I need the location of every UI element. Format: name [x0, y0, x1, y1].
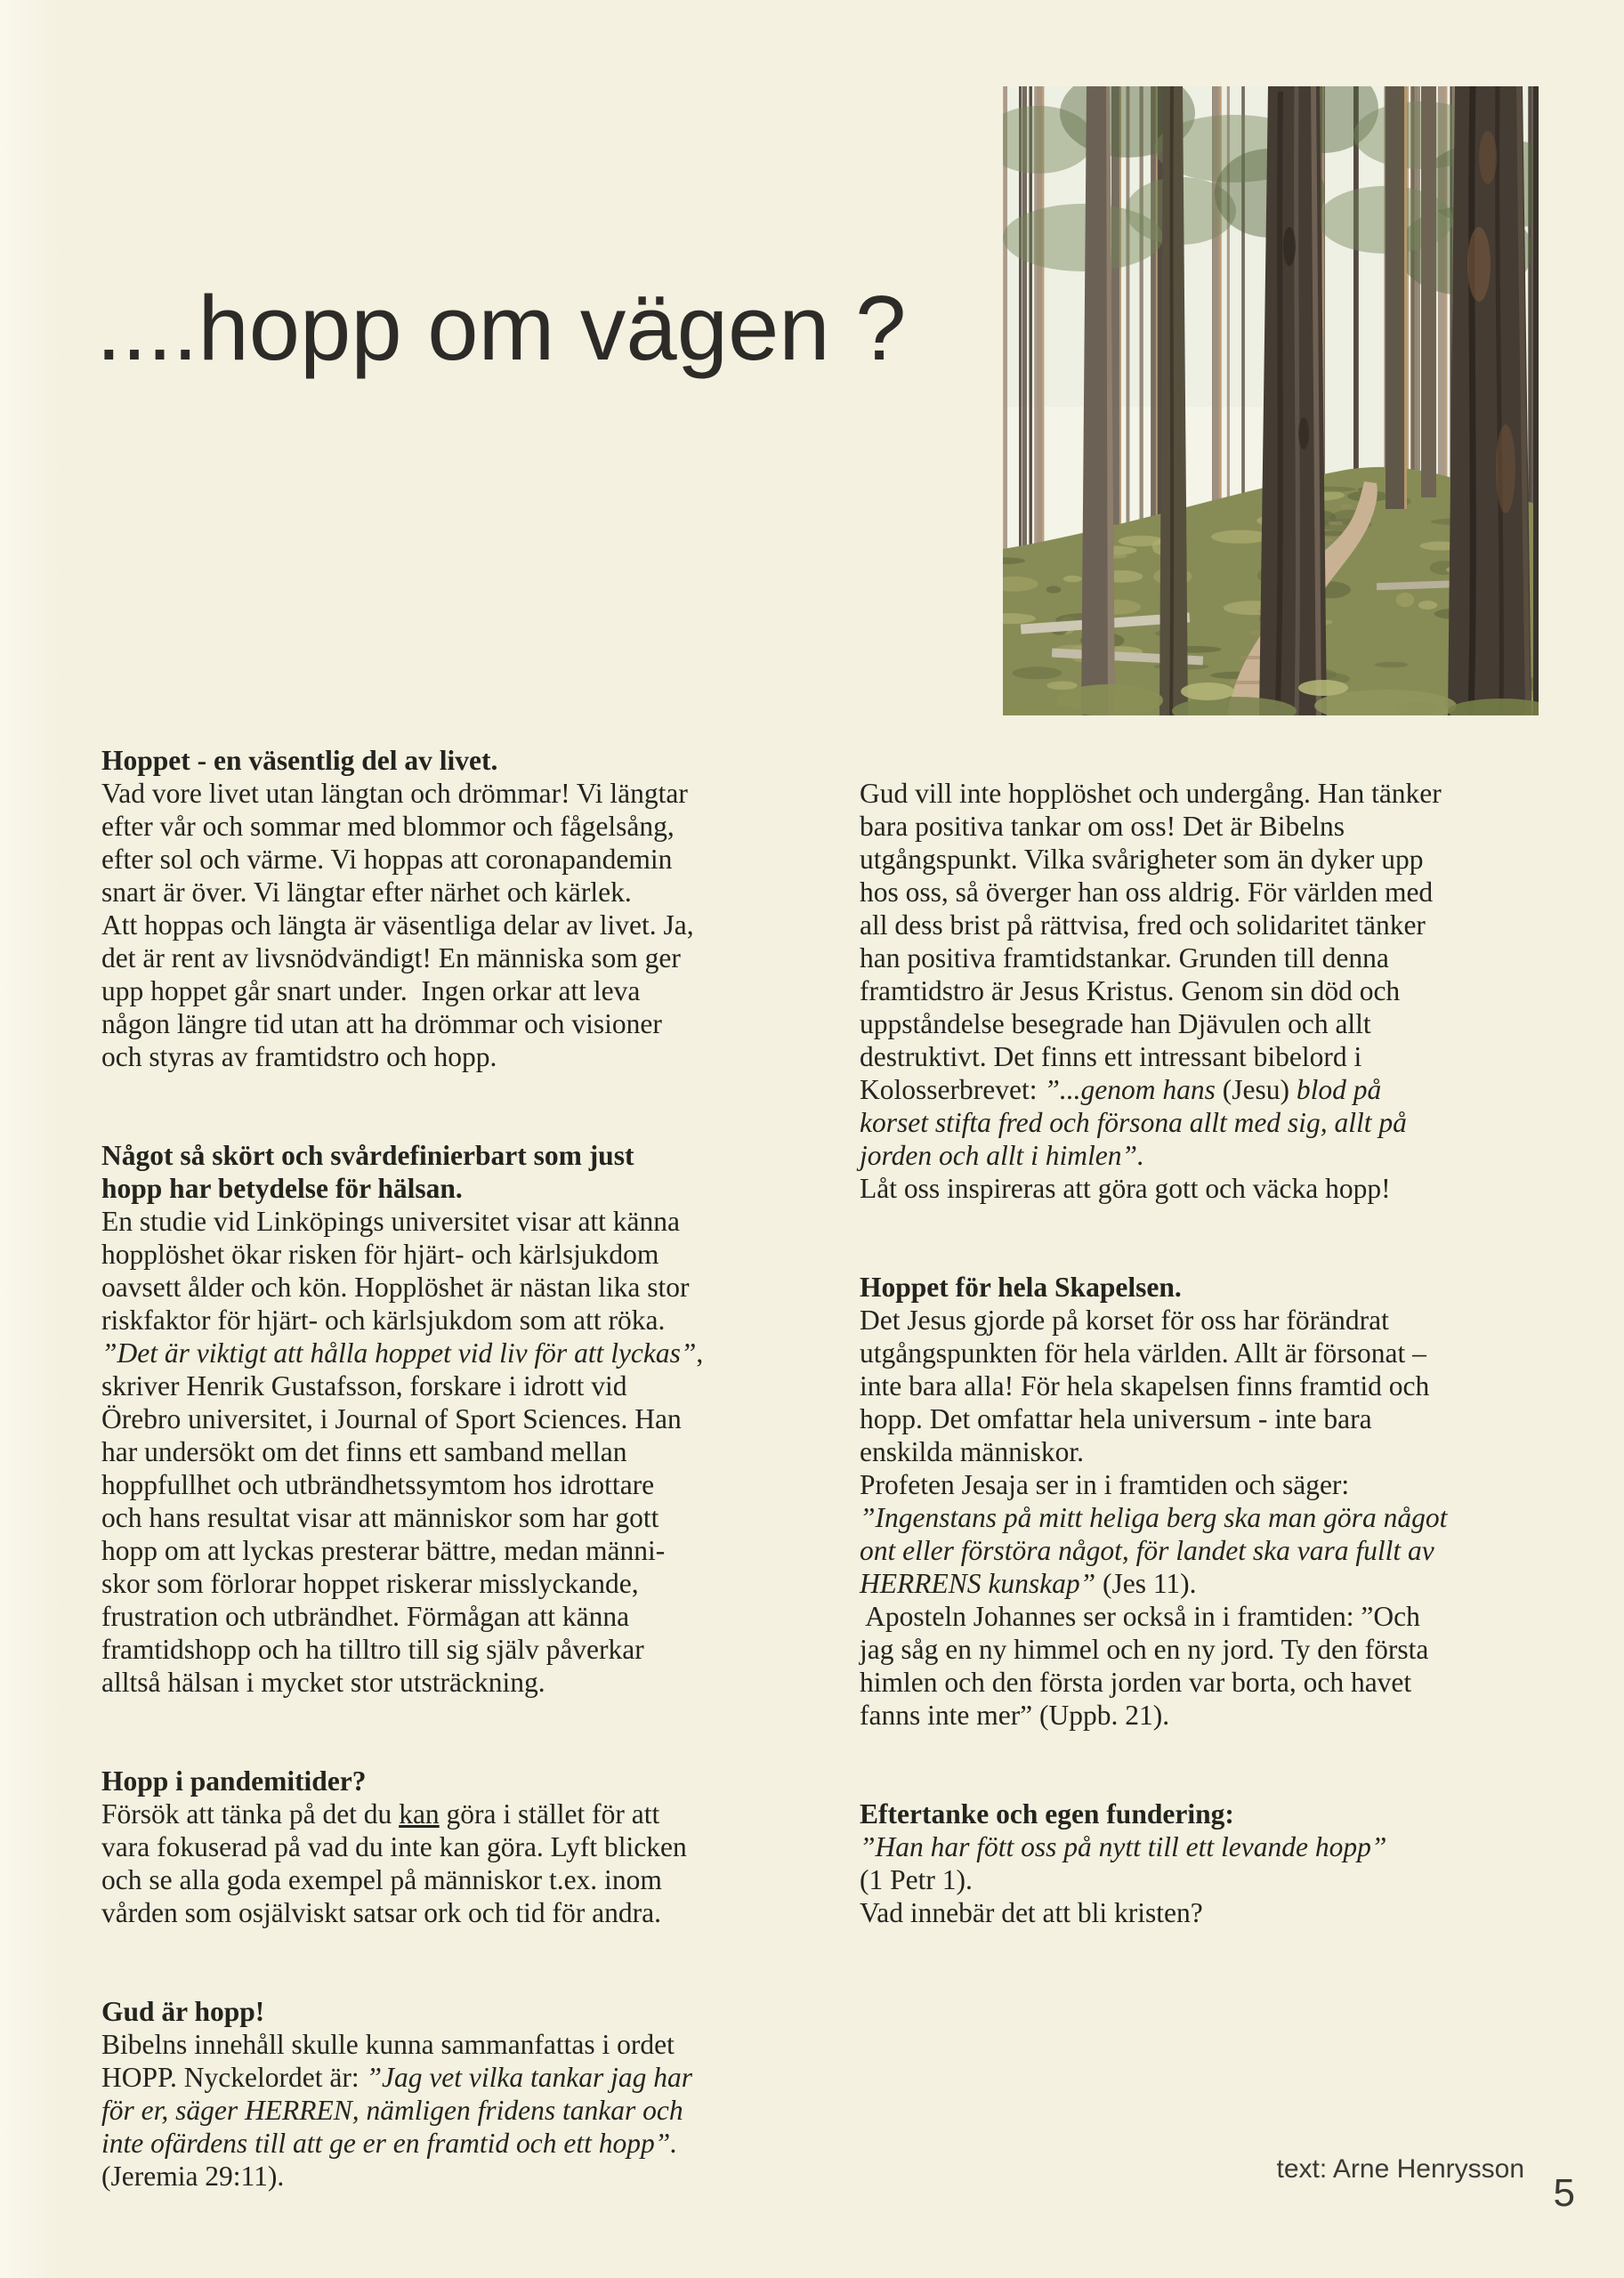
- text-line: [101, 1369, 822, 1402]
- text-run: och se alla goda exempel på människor t.ex. inom: [101, 1864, 662, 1895]
- text-run: har undersökt om det finns ett samband mellan: [101, 1436, 627, 1467]
- text-run: ”Ingenstans på mitt heliga berg ska man göra något: [860, 1502, 1448, 1533]
- text-line: [860, 1468, 1571, 1501]
- text-run: frustration och utbrändhet. Förmågan att känna: [101, 1601, 630, 1632]
- text-run: för er, säger HERREN, nämligen fridens tankar och: [101, 2095, 683, 2126]
- text-run: uppståndelse besegrade han Djävulen och allt: [860, 1008, 1371, 1039]
- text-line: [101, 1501, 822, 1534]
- author-credit: text: Arne Henrysson: [1276, 2154, 1524, 2184]
- text-run: Hopp i pandemitider?: [101, 1765, 367, 1797]
- text-line: [860, 876, 1571, 909]
- text-run: Örebro universitet, i Journal of Sport Sciences. Han: [101, 1403, 682, 1434]
- text-run: inte ofärdens till att ge er en framtid och ett hopp”.: [101, 2128, 678, 2159]
- text-line: [101, 1238, 822, 1271]
- text-line: [101, 744, 822, 777]
- text-run: Aposteln Johannes ser också in i framtiden: ”Och: [860, 1601, 1420, 1632]
- text-line: [101, 1633, 822, 1666]
- text-line: [860, 843, 1571, 876]
- text-line: [101, 2061, 822, 2094]
- text-run: Gud är hopp!: [101, 1996, 265, 2027]
- text-run: ”Han har fött oss på nytt till ett levande hopp”: [860, 1831, 1387, 1862]
- text-run: destruktivt. Det finns ett intressant bibelord i: [860, 1041, 1362, 1072]
- text-run: (Jesu): [1222, 1074, 1289, 1105]
- text-run: (1 Petr 1).: [860, 1864, 973, 1895]
- text-run: blod på: [1289, 1074, 1382, 1105]
- text-run: hos oss, så överger han oss aldrig. För världen med: [860, 876, 1434, 908]
- text-run: Vad vore livet utan längtan och drömmar! Vi längtar: [101, 778, 688, 809]
- right-column: [860, 777, 1571, 1929]
- text-run: Låt oss inspireras att göra gott och väcka hopp!: [860, 1173, 1391, 1204]
- text-run: någon längre tid utan att ha drömmar och visioner: [101, 1008, 662, 1039]
- text-run: hoppfullhet och utbrändhetssymtom hos idrottare: [101, 1469, 655, 1500]
- text-line: [860, 1402, 1571, 1435]
- text-run: all dess brist på rättvisa, fred och solidaritet tänker: [860, 909, 1426, 941]
- text-line: [101, 1863, 822, 1896]
- text-run: vara fokuserad på vad du inte kan göra. Lyft blicken: [101, 1831, 687, 1862]
- text-line: [860, 1073, 1571, 1106]
- text-line: [860, 1534, 1571, 1567]
- text-line: [101, 1567, 822, 1600]
- text-run: ,: [696, 1337, 704, 1369]
- text-run: Hoppet för hela Skapelsen.: [860, 1272, 1182, 1303]
- text-run: framtidshopp och ha tilltro till sig själv påverkar: [101, 1634, 644, 1665]
- text-run: skor som förlorar hoppet riskerar misslyckande,: [101, 1568, 639, 1599]
- text-line: [101, 974, 822, 1007]
- text-run: Något så skört och svårdefinierbart som just: [101, 1140, 634, 1171]
- text-line: [860, 1699, 1571, 1732]
- text-line: [860, 941, 1571, 974]
- text-line: [860, 1567, 1571, 1600]
- text-line: [101, 1172, 822, 1205]
- text-line: [101, 2094, 822, 2127]
- text-run: alltså hälsan i mycket stor utsträckning.: [101, 1667, 545, 1698]
- text-line: [101, 1040, 822, 1073]
- text-run: enskilda människor.: [860, 1436, 1084, 1467]
- text-run: kan: [399, 1798, 440, 1830]
- text-run: vården som osjälviskt satsar ork och tid för andra.: [101, 1897, 661, 1928]
- text-run: riskfaktor för hjärt- och kärlsjukdom som att röka.: [101, 1305, 666, 1336]
- text-run: himlen och den första jorden var borta, och havet: [860, 1667, 1412, 1698]
- text-line: [860, 1501, 1571, 1534]
- text-line: [101, 2160, 822, 2193]
- text-run: och styras av framtidstro och hopp.: [101, 1041, 497, 1072]
- text-section: [101, 1995, 822, 2193]
- text-run: ”...genom hans: [1044, 1074, 1223, 1105]
- text-line: [101, 777, 822, 810]
- text-section: [101, 1765, 822, 1929]
- text-run: ont eller förstöra något, för landet ska vara fullt av: [860, 1535, 1434, 1566]
- text-line: [101, 1995, 822, 2028]
- text-line: [101, 843, 822, 876]
- text-line: [860, 1797, 1571, 1830]
- text-run: jorden och allt i himlen”.: [860, 1140, 1144, 1171]
- text-run: Bibelns innehåll skulle kunna sammanfattas i ordet: [101, 2029, 675, 2060]
- text-line: [860, 1830, 1571, 1863]
- text-line: [860, 1666, 1571, 1699]
- text-run: korset stifta fred och försona allt med sig, allt på: [860, 1107, 1407, 1138]
- text-run: det är rent av livsnödvändigt! En människa som ger: [101, 942, 681, 973]
- text-run: Gud vill inte hopplöshet och undergång. Han tänker: [860, 778, 1442, 809]
- text-line: [101, 1797, 822, 1830]
- text-line: [101, 1896, 822, 1929]
- text-run: snart är över. Vi längtar efter närhet och kärlek.: [101, 876, 632, 908]
- text-line: [101, 1600, 822, 1633]
- text-run: ”Det är viktigt att hålla hoppet vid liv för att lyckas”: [101, 1337, 697, 1369]
- text-run: fanns inte mer” (Uppb. 21).: [860, 1700, 1170, 1731]
- text-line: [101, 909, 822, 941]
- text-run: efter sol och värme. Vi hoppas att coronapandemin: [101, 844, 673, 875]
- text-line: [101, 1435, 822, 1468]
- text-run: efter vår och sommar med blommor och fågelsång,: [101, 811, 675, 842]
- text-run: hopp har betydelse för hälsan.: [101, 1173, 463, 1204]
- section-heading: [101, 744, 822, 777]
- text-run: inte bara alla! För hela skapelsen finns framtid och: [860, 1370, 1430, 1402]
- text-line: [860, 777, 1571, 810]
- text-run: han positiva framtidstankar. Grunden till denna: [860, 942, 1389, 973]
- text-line: [860, 1139, 1571, 1172]
- text-run: ”Jag vet vilka tankar jag har: [366, 2062, 693, 2093]
- forest-path-illustration: [1003, 86, 1539, 715]
- text-run: Det Jesus gjorde på korset för oss har förändrat: [860, 1305, 1389, 1336]
- text-line: [860, 1007, 1571, 1040]
- text-line: [101, 1666, 822, 1699]
- text-run: Hoppet - en väsentlig del av livet.: [101, 745, 498, 776]
- text-line: [860, 1896, 1571, 1929]
- text-run: Vad innebär det att bli kristen?: [860, 1897, 1203, 1928]
- text-run: hopp om att lyckas presterar bättre, medan männi-: [101, 1535, 666, 1566]
- text-line: [860, 1435, 1571, 1468]
- text-line: [101, 1205, 822, 1238]
- text-line: [860, 1863, 1571, 1896]
- left-column: [101, 744, 822, 2193]
- text-line: [860, 1304, 1571, 1337]
- text-run: hopp. Det omfattar hela universum - inte bara: [860, 1403, 1372, 1434]
- text-line: [860, 1337, 1571, 1369]
- text-line: [860, 1369, 1571, 1402]
- text-run: skriver Henrik Gustafsson, forskare i idrott vid: [101, 1370, 627, 1402]
- text-run: framtidstro är Jesus Kristus. Genom sin död och: [860, 975, 1401, 1006]
- text-line: [101, 876, 822, 909]
- text-line: [101, 1765, 822, 1797]
- text-line: [101, 2028, 822, 2061]
- text-run: jag såg en ny himmel och en ny jord. Ty den första: [860, 1634, 1429, 1665]
- text-line: [101, 1534, 822, 1567]
- page-title: ....hopp om vägen ?: [96, 277, 907, 379]
- text-line: [101, 1271, 822, 1304]
- text-line: [101, 1402, 822, 1435]
- text-section: [101, 1139, 822, 1699]
- text-line: [101, 1139, 822, 1172]
- text-section: [860, 1797, 1571, 1929]
- forest-path-photo: [1003, 86, 1539, 715]
- text-run: (Jes 11).: [1095, 1568, 1197, 1599]
- text-section: [860, 1271, 1571, 1732]
- text-run: Eftertanke och egen fundering:: [860, 1798, 1234, 1830]
- text-line: [101, 1830, 822, 1863]
- text-run: Kolosserbrevet:: [860, 1074, 1045, 1105]
- text-line: [860, 974, 1571, 1007]
- text-line: [860, 909, 1571, 941]
- section-heading: [101, 1765, 822, 1797]
- text-section: [101, 744, 822, 1073]
- text-section: [860, 777, 1571, 1205]
- text-run: (Jeremia 29:11).: [101, 2161, 285, 2192]
- text-line: [860, 1271, 1571, 1304]
- text-line: [860, 1106, 1571, 1139]
- text-line: [101, 810, 822, 843]
- text-run: och hans resultat visar att människor som har gott: [101, 1502, 659, 1533]
- text-line: [101, 941, 822, 974]
- section-heading: [101, 1995, 822, 2028]
- text-line: [101, 1007, 822, 1040]
- text-run: HERRENS kunskap”: [860, 1568, 1096, 1599]
- text-line: [860, 1040, 1571, 1073]
- text-line: [860, 1600, 1571, 1633]
- text-run: upp hoppet går snart under. Ingen orkar att leva: [101, 975, 641, 1006]
- text-line: [101, 1468, 822, 1501]
- section-heading: [860, 1271, 1571, 1304]
- text-line: [101, 2127, 822, 2160]
- text-run: oavsett ålder och kön. Hopplöshet är nästan lika stor: [101, 1272, 690, 1303]
- text-run: göra i stället för att: [439, 1798, 660, 1830]
- text-run: Försök att tänka på det du: [101, 1798, 400, 1830]
- text-line: [101, 1304, 822, 1337]
- text-line: [860, 1633, 1571, 1666]
- page-number: 5: [1553, 2171, 1575, 2215]
- text-run: Att hoppas och längta är väsentliga delar av livet. Ja,: [101, 909, 694, 941]
- text-line: [860, 1172, 1571, 1205]
- section-heading: [101, 1139, 822, 1205]
- text-line: [101, 1337, 822, 1369]
- text-run: hopplöshet ökar risken för hjärt- och kärlsjukdom: [101, 1239, 659, 1270]
- text-run: En studie vid Linköpings universitet visar att känna: [101, 1206, 681, 1237]
- text-run: Profeten Jesaja ser in i framtiden och säger:: [860, 1469, 1350, 1500]
- text-run: utgångspunkt. Vilka svårigheter som än dyker upp: [860, 844, 1424, 875]
- text-run: utgångspunkten för hela världen. Allt är försonat –: [860, 1337, 1426, 1369]
- text-line: [860, 810, 1571, 843]
- section-heading: [860, 1797, 1571, 1830]
- text-run: HOPP. Nyckelordet är:: [101, 2062, 367, 2093]
- text-run: bara positiva tankar om oss! Det är Bibelns: [860, 811, 1345, 842]
